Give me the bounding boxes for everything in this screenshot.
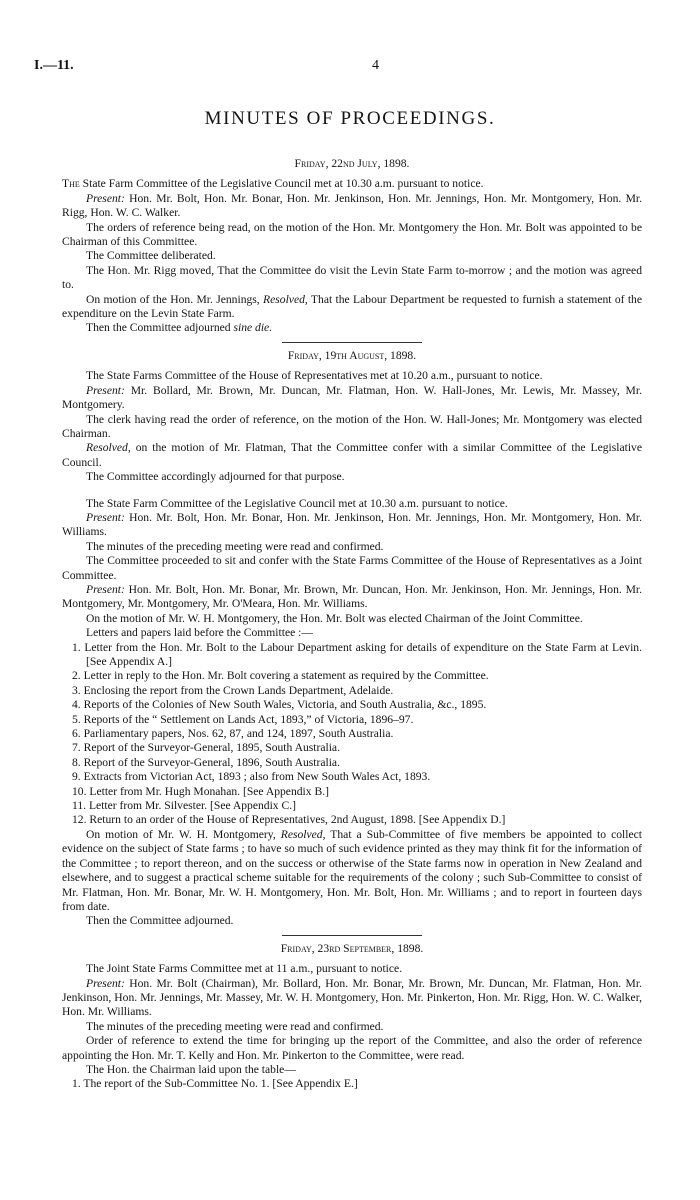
section-divider (282, 342, 422, 343)
list-item: 12. Return to an order of the House of Representatives, 2nd August, 1898. [See Appendix D.] (72, 813, 506, 827)
paragraph (62, 177, 642, 191)
present-list (62, 192, 642, 221)
list-item: 1. Letter from the Hon. Mr. Bolt to the Labour Department asking for details of expenditure on the State Farm at Levin. [See Appendix A.] (72, 640, 642, 668)
list-item: 5. Reports of the “ Settlement on Lands Act, 1893,” of Victoria, 1896–97. (72, 712, 414, 726)
present-members: Hon. Mr. Bolt, Hon. Mr. Bonar, Hon. Mr. Jenkinson, Hon. Mr. Jennings, Hon. Mr. Montgomery, Hon. Mr. Williams. (62, 510, 642, 539)
list-item: 10. Letter from Mr. Hugh Monahan. [See Appendix B.] (72, 784, 329, 798)
paragraph: The orders of reference being read, on the motion of the Hon. Mr. Montgomery the Hon. Mr. Bolt was appointed to be Chairman of this Committee. (62, 220, 642, 249)
list-item: 6. Parliamentary papers, Nos. 62, 87, and 124, 1897, South Australia. (72, 727, 394, 741)
present-label: Present: (86, 582, 125, 596)
list-item: 11. Letter from Mr. Silvester. [See Appendix C.] (72, 799, 296, 813)
list-item: 7. Report of the Surveyor-General, 1895, South Australia. (72, 741, 340, 755)
paragraph (62, 828, 642, 914)
list-item: 2. Letter in reply to the Hon. Mr. Bolt covering a statement as required by the Committee. (72, 669, 489, 683)
paragraph: The Committee deliberated. (86, 249, 216, 263)
meeting-date: Friday, 23rd September, 1898. (280, 941, 424, 955)
paper-reference: I.—11. (34, 58, 74, 73)
spacer (62, 485, 642, 497)
present-list (62, 977, 642, 1020)
present-list (62, 384, 642, 413)
section-divider (282, 935, 422, 936)
paragraph: The Hon. Mr. Rigg moved, That the Committee do visit the Levin State Farm to-morrow ; and the motion was agreed to. (62, 263, 642, 292)
paragraph: On the motion of Mr. W. H. Montgomery, the Hon. Mr. Bolt was elected Chairman of the Joint Committee. (86, 611, 583, 625)
paragraph: The Hon. the Chairman laid upon the table— (86, 1062, 296, 1076)
present-label: Present: (86, 191, 125, 205)
paragraph (62, 321, 642, 335)
list-item: 4. Reports of the Colonies of New South Wales, Victoria, and South Australia, &c., 1895. (72, 698, 487, 712)
present-members: Hon. Mr. Bolt, Hon. Mr. Bonar, Mr. Brown, Mr. Duncan, Hon. Mr. Jenkinson, Hon. Mr. Jennings, Hon. Mr. Montgomery, Mr. Montgomery, Mr. O'Meara, Hon. Mr. Williams. (62, 582, 642, 611)
paragraph-text: State Farm Committee of the Legislative Council met at 10.30 a.m. pursuant to notice. (79, 177, 484, 191)
paragraph: The minutes of the preceding meeting were read and confirmed. (86, 539, 384, 553)
paragraph-text: On motion of Mr. W. H. Montgomery, (86, 827, 281, 841)
paragraph: The Joint State Farms Committee met at 11 a.m., pursuant to notice. (86, 962, 403, 976)
list-item: 8. Report of the Surveyor-General, 1896, South Australia. (72, 755, 340, 769)
minutes-body (62, 151, 642, 1092)
list-item: 3. Enclosing the report from the Crown Lands Department, Adelaide. (72, 683, 394, 697)
present-members: Mr. Bollard, Mr. Brown, Mr. Duncan, Mr. Flatman, Hon. W. Hall-Jones, Mr. Lewis, Mr. Massey, Mr. Montgomery. (62, 383, 642, 412)
page-header (34, 58, 666, 80)
paragraph: The State Farms Committee of the House of Representatives met at 10.20 a.m., pursuant to notice. (86, 369, 543, 383)
meeting-date: Friday, 22nd July, 1898. (294, 157, 410, 170)
paragraph: The minutes of the preceding meeting were read and confirmed. (86, 1019, 384, 1033)
paragraph: Order of reference to extend the time for bringing up the report of the Committee, and also the order of reference appointing the Hon. Mr. T. Kelly and Hon. Mr. Pinkerton to the Committee, were read. (62, 1034, 642, 1062)
paragraph-text: Then the Committee adjourned (86, 321, 234, 335)
lead-word: The (62, 177, 80, 191)
present-list (62, 583, 642, 612)
sine-die: sine die. (233, 321, 273, 335)
present-list (62, 511, 642, 540)
paragraph-text: on the motion of Mr. Flatman, That the Committee confer with a similar Committee of the Legislative Council. (62, 441, 642, 469)
page-number: 4 (372, 58, 379, 73)
paragraph (62, 293, 642, 322)
paragraph: The clerk having read the order of reference, on the motion of the Hon. W. Hall-Jones; Mr. Montgomery was elected Chairman. (62, 412, 642, 440)
resolved-word: Resolved, (280, 827, 326, 841)
list-item: 1. The report of the Sub-Committee No. 1. [See Appendix E.] (72, 1077, 358, 1091)
paragraph: Letters and papers laid before the Committee :— (86, 626, 313, 640)
paragraph-text: That a Sub-Committee of five members be appointed to collect evidence on the subject of State farms ; to have so much of such evidence printed as they may think fit for the information of the Committee ; to report thereon, and on the success or otherwise of the State farms now in operation in New Zealand and elsewhere, and to suggest a practical scheme suitable for the requirements of the colony ; such Sub-Committee to consist of Mr. Flatman, Hon. Mr. Bonar, Mr. W. H. Montgomery, Hon. Mr. Bolt, Hon. Mr. Williams ; and to report in fourteen days from date. (62, 827, 642, 913)
present-label: Present: (86, 383, 125, 397)
paragraph: The Committee proceeded to sit and confer with the State Farms Committee of the House of Representatives as a Joint Committee. (62, 554, 642, 582)
present-members: Hon. Mr. Bolt (Chairman), Mr. Bollard, Hon. Mr. Bonar, Mr. Brown, Mr. Duncan, Mr. Flatman, Hon. Mr. Jenkinson, Hon. Mr. Jennings, Mr. Massey, Mr. W. H. Montgomery, Hon. Mr. Pinkerton, Hon. Mr. Rigg, Hon. W. C. Walker, Hon. Mr. Williams. (62, 976, 642, 1019)
resolved-word: Resolved, (86, 441, 131, 455)
paragraph: The State Farm Committee of the Legislative Council met at 10.30 a.m. pursuant to notice. (86, 496, 508, 510)
meeting-date: Friday, 19th August, 1898. (287, 348, 417, 362)
paragraph: Then the Committee adjourned. (86, 914, 234, 928)
paragraph (62, 441, 642, 470)
resolved-word: Resolved, (263, 292, 308, 306)
present-label: Present: (86, 510, 125, 524)
paragraph-text: On motion of the Hon. Mr. Jennings, (86, 292, 264, 306)
present-members: Hon. Mr. Bolt, Hon. Mr. Bonar, Hon. Mr. Jenkinson, Hon. Mr. Jennings, Hon. Mr. Montgomery, Hon. Mr. Rigg, Hon. W. C. Walker. (62, 191, 642, 220)
page-title: MINUTES OF PROCEEDINGS. (204, 108, 496, 129)
paragraph-text: That the Labour Department be requested to furnish a statement of the expenditure on the Levin State Farm. (62, 292, 642, 321)
paragraph: The Committee accordingly adjourned for that purpose. (86, 470, 345, 484)
list-item: 9. Extracts from Victorian Act, 1893 ; also from New South Wales Act, 1893. (72, 770, 431, 784)
present-label: Present: (86, 976, 125, 990)
